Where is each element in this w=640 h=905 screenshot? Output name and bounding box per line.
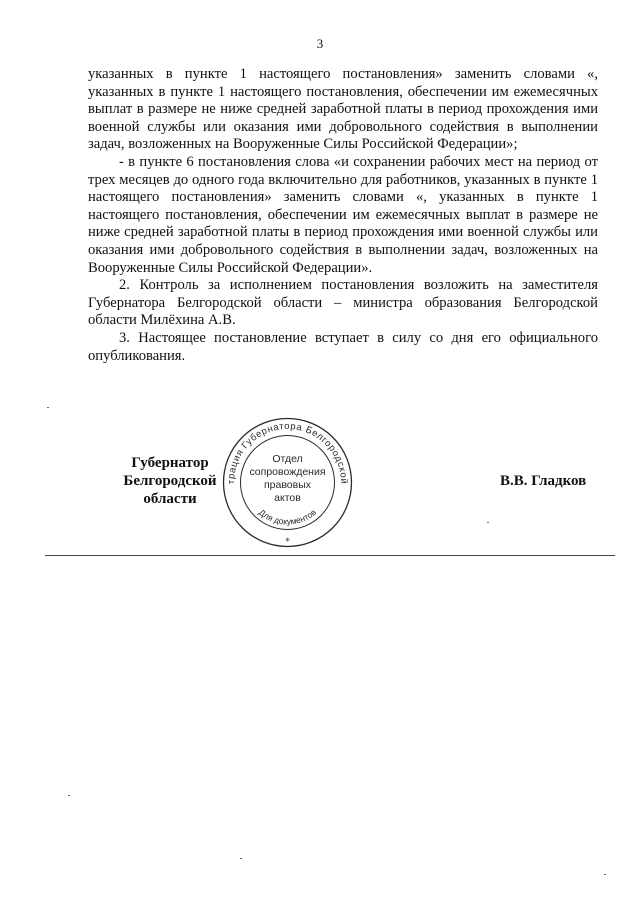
paragraph-4: 3. Настоящее постановление вступает в силу со дня его официального опубликования. bbox=[88, 329, 598, 364]
scan-speck bbox=[487, 522, 489, 523]
page-number: 3 bbox=[316, 36, 324, 51]
page-divider bbox=[45, 555, 615, 556]
stamp-center-line: актов bbox=[274, 492, 301, 504]
stamp-center-line: правовых bbox=[263, 479, 312, 491]
scan-speck bbox=[47, 407, 49, 408]
document-body bbox=[88, 66, 598, 365]
scan-speck bbox=[604, 874, 606, 875]
scan-speck bbox=[240, 858, 242, 859]
official-stamp bbox=[220, 415, 355, 550]
stamp-center-line: Отдел bbox=[272, 453, 303, 465]
stamp-bottom-ring-text: Для документов bbox=[257, 507, 318, 527]
signatory-position-line2: Белгородской области bbox=[123, 473, 217, 507]
stamp-outer-ring-text: трация Губернатора Белгородской bbox=[225, 420, 350, 485]
stamp-center-text bbox=[220, 453, 355, 505]
paragraph-1: указанных в пункте 1 настоящего постановления» заменить словами «, указанных в пункте 1 настоящего постановления, обеспечении им ежемесячных выплат в размере не ниже средней заработной платы в период прохождения ими военной службы или оказания ими добровольного содействия в выполнении задач, возложенных на Вооруженные Силы Российской Федерации»; bbox=[88, 66, 598, 153]
paragraph-2: - в пункте 6 постановления слова «и сохранении рабочих мест на период от трех месяцев до одного года включительно для работников, указанных в пункте 1 настоящего постановления» заменить словами «, указанных в пункте 1 настоящего постановления, обеспечении им ежемесячных выплат в размере не ниже средней заработной платы в период прохождения ими военной службы или оказания ими добровольного содействия в выполнении задач, возложенных на Вооруженные Силы Российской Федерации». bbox=[88, 153, 598, 276]
signatory-position-line1: Губернатор bbox=[131, 455, 209, 471]
stamp-star-icon: * bbox=[285, 537, 290, 547]
stamp-center-line: сопровождения bbox=[249, 466, 326, 478]
signatory-name: В.В. Гладков bbox=[500, 473, 587, 489]
paragraph-3: 2. Контроль за исполнением постановления возложить на заместителя Губернатора Белгородской области – министра образования Белгородской области Милёхина А.В. bbox=[88, 277, 598, 329]
scan-speck bbox=[68, 795, 70, 796]
